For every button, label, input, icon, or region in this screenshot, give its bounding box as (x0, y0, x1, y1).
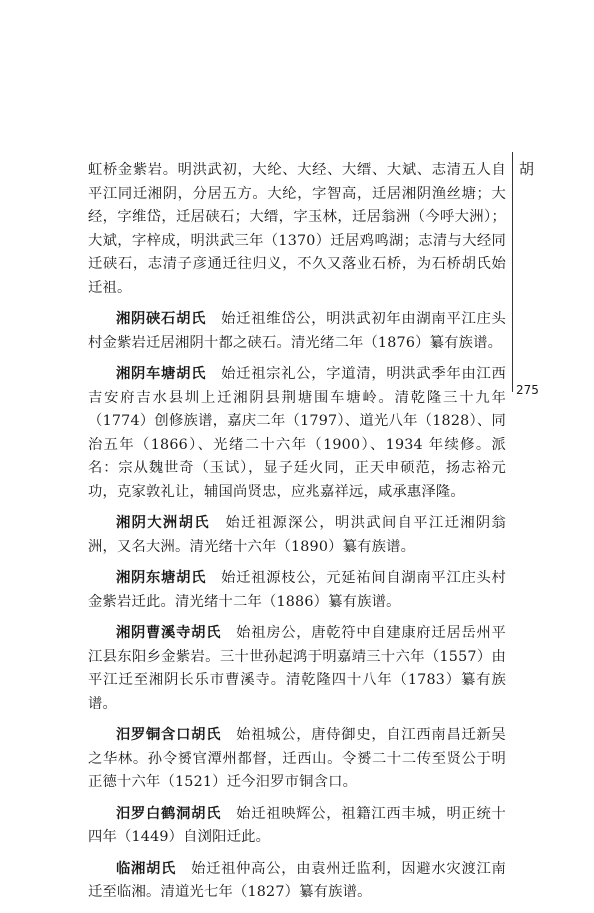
margin-rule (512, 152, 513, 392)
entry-list (88, 308, 506, 905)
entry-paragraph (88, 858, 506, 905)
body-text (88, 159, 506, 913)
running-header-char: 胡 (519, 160, 535, 178)
entry-title: 湘阴东塘胡氏 (116, 570, 207, 586)
entry-paragraph (88, 803, 506, 850)
entry-text: 始祖房公，唐乾符中自建康府迁居岳州平江县东阳乡金紫岩。三十世孙起鸿于明嘉靖三十六年（1557）由平江迁至湘阴长乐市曹溪寺。清乾隆四十八年（1783）纂有族谱。 (88, 625, 506, 712)
entry-paragraph (88, 622, 506, 716)
entry-text: 始迁祖仲高公，由袁州迁监利，因避水灾渡江南迁至临湘。清道光七年（1827）纂有族谱。 (88, 860, 506, 900)
entry-paragraph (88, 724, 506, 795)
entry-title: 临湘胡氏 (116, 860, 177, 877)
entry-text: 始迁祖映辉公，祖籍江西丰城，明正统十四年（1449）自浏阳迁此。 (88, 805, 506, 845)
entry-title: 汨罗铜含口胡氏 (116, 727, 222, 743)
entry-paragraph (88, 308, 506, 355)
entry-paragraph (88, 512, 506, 559)
entry-title: 汨罗白鹤洞胡氏 (116, 805, 222, 822)
entry-title: 湘阴硖石胡氏 (116, 311, 207, 327)
entry-title: 湘阴大洲胡氏 (116, 515, 210, 531)
entry-title: 湘阴曹溪寺胡氏 (116, 625, 222, 641)
entry-paragraph (88, 567, 506, 614)
entry-text: 始迁祖源深公，明洪武间自平江迁湘阴翁洲，又名大洲。清光绪十六年（1890）纂有族谱。 (88, 515, 506, 555)
entry-text: 始迁祖宗礼公，字道清，明洪武季年由江西吉安府吉水县圳上迁湘阴县荆塘围车塘岭。清乾隆三十九年（1774）创修族谱，嘉庆二年（1797）、道光八年（1828）、同治五年（1866）、光绪二十六年（1900）、1934 年续修。派名：宗从魏世奇（玉试），显子廷火同，正天申硕范，扬志裕元功，克家敦礼让，辅国尚贤忠，应兆嘉祥远，咸承惠泽隆。 (88, 366, 506, 500)
entry-text: 始迁祖源枝公，元延祐间自湖南平江庄头村金紫岩迁此。清光绪十二年（1886）纂有族谱。 (88, 570, 506, 610)
entry-text: 始祖城公，唐侍御史，自江西南昌迁新吴之华林。孙令赟官潭州都督，迁西山。令赟二十二传至贤公于明正德十六年（1521）迁今汨罗市铜含口。 (88, 727, 506, 790)
entry-paragraph (88, 363, 506, 504)
intro-paragraph: 虹桥金紫岩。明洪武初，大纶、大经、大缙、大斌、志清五人自平江同迁湘阴，分居五方。大纶，字智高，迁居湘阴渔丝塘；大经，字维岱，迁居硖石；大缙，字玉林，迁居翁洲（今呼大洲）；大斌，字梓成，明洪武三年（1370）迁居鸡鸣湖；志清与大经同迁硖石，志清子彦通迁往归义，不久又落业石桥，为石桥胡氏始迁祖。 (88, 162, 506, 296)
entry-text: 始迁祖维岱公，明洪武初年由湖南平江庄头村金紫岩迁居湘阴十都之硖石。清光绪二年（1876）纂有族谱。 (88, 311, 506, 351)
page-number: 275 (516, 383, 539, 397)
entry-title: 湘阴车塘胡氏 (116, 366, 207, 382)
